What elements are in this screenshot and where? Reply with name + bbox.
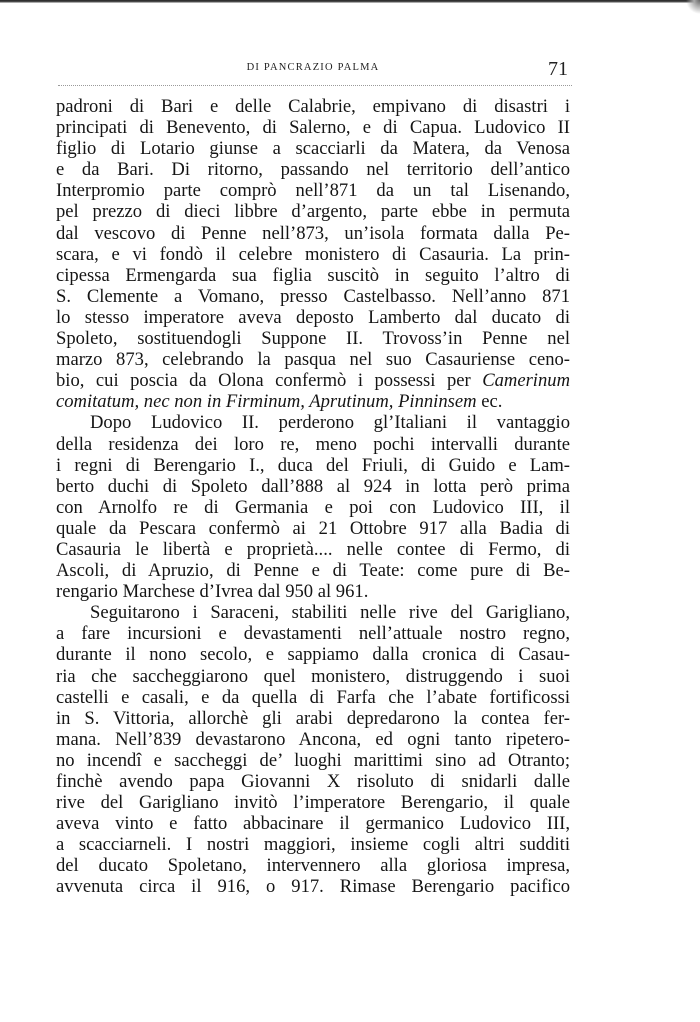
text-line: S. Clemente a Vomano, presso Castelbasso. Nell’anno 871: [56, 285, 570, 307]
text-line: rive del Garigliano invitò l’imperatore Berengario, il quale: [56, 792, 570, 814]
paragraph: [56, 602, 570, 897]
text-line: figlio di Lotario giunse a scacciarli da Matera, da Venosa: [56, 138, 570, 160]
header-dotted-rule: [58, 85, 572, 86]
text-line: no incendî e saccheggi de’ luoghi marittimi sino ad Otranto;: [56, 749, 570, 771]
text-line: pel prezzo di dieci libbre d’argento, parte ebbe in permuta: [56, 201, 570, 223]
text-line: Dopo Ludovico II. perderono gl’Italiani il vantaggio: [90, 412, 570, 434]
text-line: in S. Vittoria, allorchè gli arabi depredarono la contea fer-: [56, 707, 570, 729]
text-line: a fare incursioni e devastamenti nell’attuale nostro regno,: [56, 623, 570, 645]
body-text: [56, 96, 570, 898]
text-line: Interpromio parte comprò nell’871 da un tal Lisenando,: [56, 180, 570, 202]
text-line: padroni di Bari e delle Calabrie, empivano di disastri i: [56, 96, 570, 117]
text-line: Ascoli, di Apruzio, di Penne e di Teate: come pure di Be-: [56, 560, 570, 582]
text-line: Seguitarono i Saraceni, stabiliti nelle rive del Garigliano,: [90, 602, 570, 624]
text-line: principati di Benevento, di Salerno, e di Capua. Ludovico II: [56, 117, 570, 139]
text-line: aveva vinto e fatto abbacinare il germanico Ludovico III,: [56, 813, 570, 835]
text-line: i regni di Berengario I., duca del Friuli, di Guido e Lam-: [56, 454, 570, 476]
scan-corner-shadow: [686, 0, 700, 18]
text-line: durante il nono secolo, e sappiamo dalla cronica di Casau-: [56, 644, 570, 666]
text-line: con Arnolfo re di Germania e poi con Ludovico III, il: [56, 496, 570, 518]
text-line: castelli e casali, e da quella di Farfa che l’abate fortificossi: [56, 686, 570, 708]
text-line: Spoleto, sostituendogli Suppone II. Trovoss’in Penne nel: [56, 328, 570, 350]
text-line: finchè avendo papa Giovanni X risoluto di snidarli dalle: [56, 771, 570, 792]
paragraph: [56, 96, 570, 412]
text-line: Casauria le libertà e proprietà.... nelle contee di Fermo, di: [56, 538, 570, 560]
text-line: rengario Marchese d’Ivrea dal 950 al 961.: [56, 581, 369, 603]
text-line: avvenuta circa il 916, o 917. Rimase Berengario pacifico: [56, 876, 570, 898]
text-line: marzo 873, celebrando la pasqua nel suo Casauriense ceno-: [56, 349, 570, 371]
scan-top-edge: [0, 0, 700, 3]
text-line: ria che saccheggiarono quel monistero, distruggendo i suoi: [56, 665, 570, 687]
page-number: 71: [548, 58, 568, 80]
text-line: mana. Nell’839 devastarono Ancona, ed ogni tanto ripetero-: [56, 728, 570, 750]
text-line: e da Bari. Di ritorno, passando nel territorio dell’antico: [56, 159, 570, 181]
text-run: ec.: [476, 391, 503, 413]
text-line: quale da Pescara confermò ai 21 Ottobre 917 alla Badia di: [56, 517, 570, 539]
text-line: berto duchi di Spoleto dall’888 al 924 in lotta però prima: [56, 475, 570, 497]
text-line: della residenza dei loro re, meno pochi intervalli durante: [56, 433, 570, 455]
text-line: a scacciarneli. I nostri maggiori, insieme cogli altri sudditi: [56, 834, 570, 856]
text-line: scara, e vi fondò il celebre monistero di Casauria. La prin-: [56, 243, 570, 265]
text-line: dal vescovo di Penne nell’873, un’isola formata dalla Pe-: [56, 222, 570, 244]
running-title: DI PANCRAZIO PALMA: [246, 62, 380, 73]
text-run: bio, cui poscia da Olona confermò i possessi per: [56, 370, 483, 392]
text-line-mixed: [56, 370, 570, 391]
text-line: del ducato Spoletano, intervennero alla gloriosa impresa,: [56, 855, 570, 877]
text-line: cipessa Ermengarda sua figlia suscitò in seguito l’altro di: [56, 264, 570, 286]
latin-italic-run: comitatum, nec non in Firminum, Aprutinum, Pinninsem: [56, 391, 477, 413]
running-head: [56, 58, 570, 82]
text-line: lo stesso imperatore aveva deposto Lamberto dal ducato di: [56, 306, 570, 328]
paragraph: [56, 412, 570, 602]
text-line-mixed: [56, 391, 570, 412]
latin-italic-run: Camerinum: [482, 370, 570, 392]
